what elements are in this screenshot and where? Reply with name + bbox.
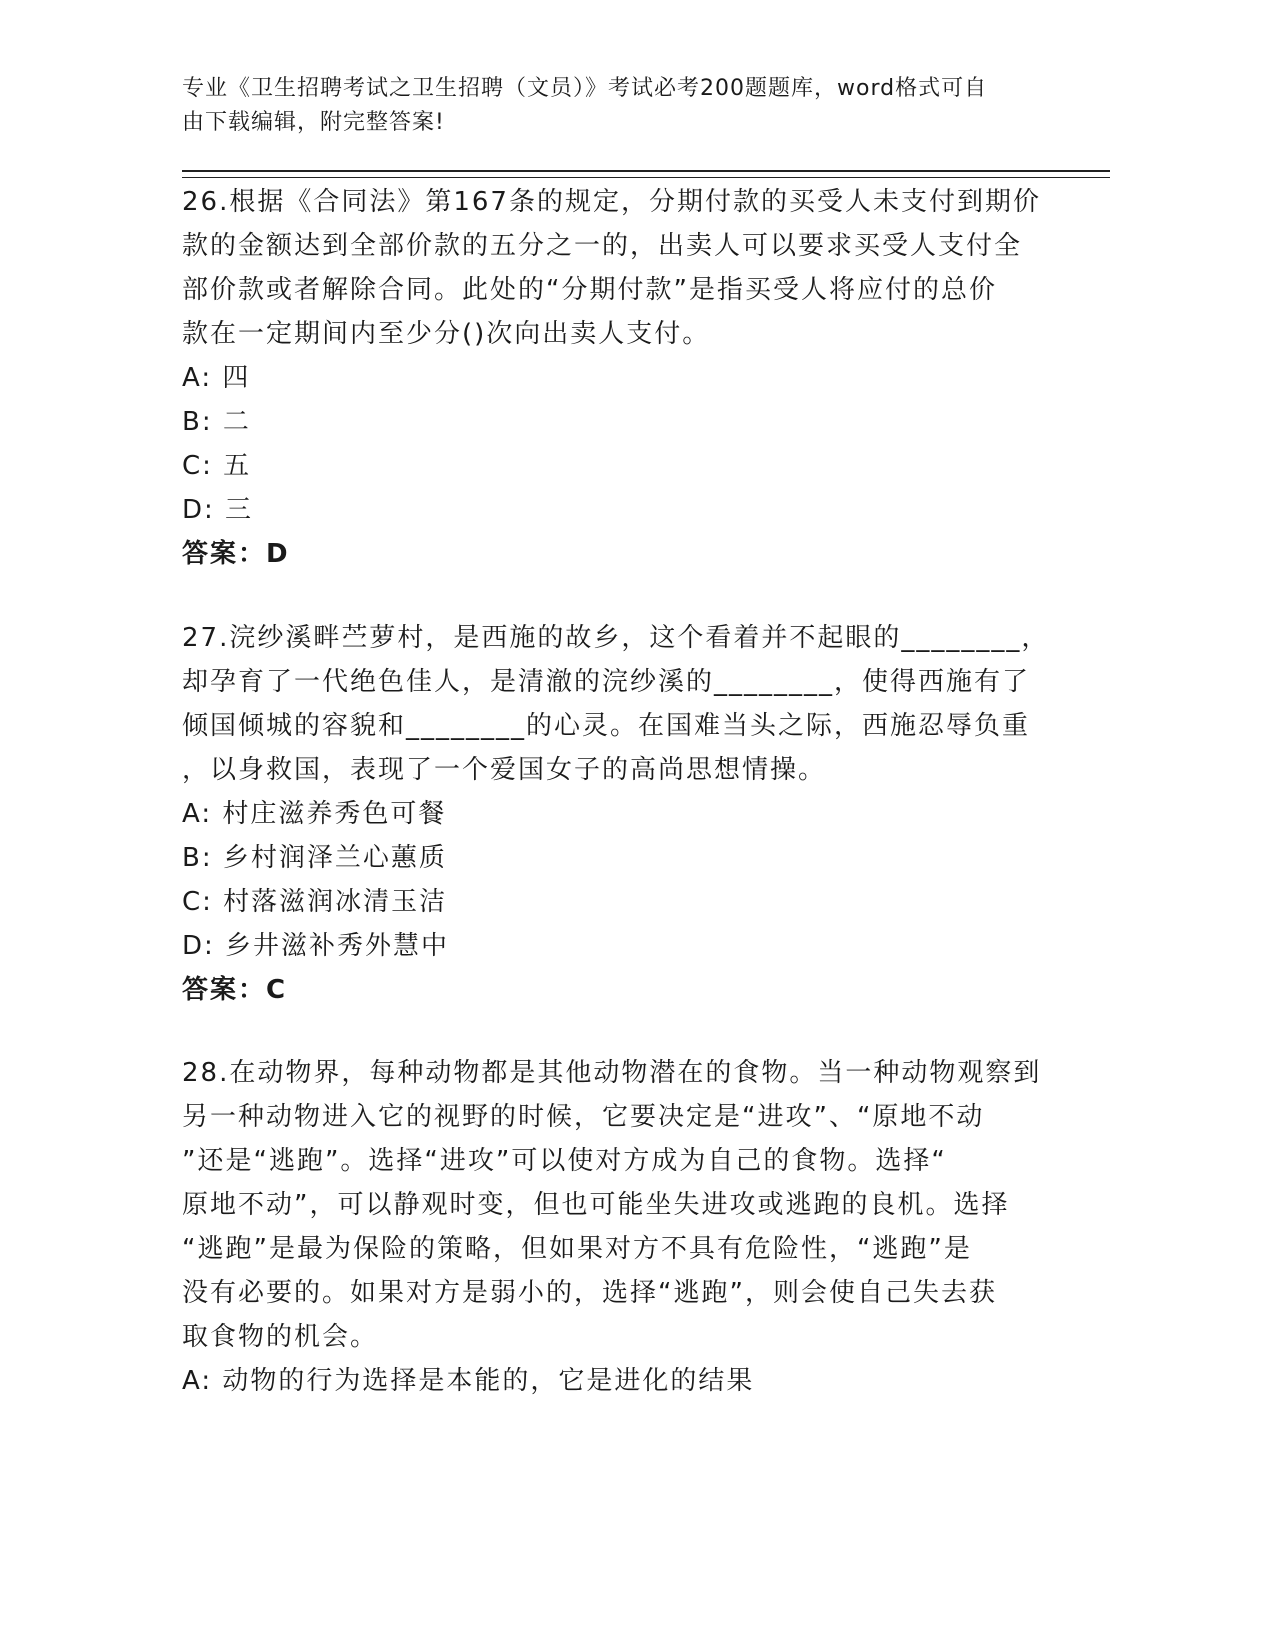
answer-label: 答案：C: [182, 975, 288, 1005]
option-a: A: 村庄滋养秀色可餐: [182, 799, 447, 829]
option-b: B: 乡村润泽兰心蕙质: [182, 843, 447, 873]
question-stem-line: 倾国倾城的容貌和________的心灵。在国难当头之际，西施忍辱负重: [182, 711, 1031, 741]
question-stem-line: 款的金额达到全部价款的五分之一的，出卖人可以要求买受人支付全: [182, 231, 1023, 261]
question-stem-line: 另一种动物进入它的视野的时候，它要决定是“进攻”、“原地不动: [182, 1102, 985, 1132]
question-stem-line: 28.在动物界，每种动物都是其他动物潜在的食物。当一种动物观察到: [182, 1058, 1042, 1088]
question-27: [182, 616, 1062, 1012]
question-26: [182, 180, 1062, 576]
option-d: D: 乡井滋补秀外慧中: [182, 931, 450, 961]
answer-label: 答案：D: [182, 539, 290, 569]
option-c: C: 五: [182, 451, 252, 481]
question-stem-line: 26.根据《合同法》第167条的规定，分期付款的买受人未支付到期价: [182, 187, 1041, 217]
document-header: [182, 72, 1062, 140]
question-stem-line: 部价款或者解除合同。此处的“分期付款”是指买受人将应付的总价: [182, 275, 997, 305]
question-stem-line: 取食物的机会。: [182, 1322, 379, 1352]
header-line-1: 专业《卫生招聘考试之卫生招聘（文员）》考试必考200题题库，word格式可自: [182, 76, 988, 101]
option-a: A: 四: [182, 363, 251, 393]
option-c: C: 村落滋润冰清玉洁: [182, 887, 448, 917]
header-line-2: 由下载编辑，附完整答案!: [182, 110, 445, 135]
question-stem-line: 原地不动”，可以静观时变，但也可能坐失进攻或逃跑的良机。选择: [182, 1190, 1010, 1220]
option-d: D: 三: [182, 495, 254, 525]
question-stem-line: 款在一定期间内至少分()次向出卖人支付。: [182, 319, 711, 349]
question-stem-line: 27.浣纱溪畔苎萝村，是西施的故乡，这个看着并不起眼的________，: [182, 623, 1050, 653]
question-stem-line: ”还是“逃跑”。选择“进攻”可以使对方成为自己的食物。选择“: [182, 1146, 947, 1176]
question-stem-line: 却孕育了一代绝色佳人，是清澈的浣纱溪的________，使得西施有了: [182, 667, 1031, 697]
option-b: B: 二: [182, 407, 251, 437]
question-stem-line: 没有必要的。如果对方是弱小的，选择“逃跑”，则会使自己失去获: [182, 1278, 997, 1308]
question-stem-line: “逃跑”是最为保险的策略，但如果对方不具有危险性，“逃跑”是: [182, 1234, 972, 1264]
option-a: A: 动物的行为选择是本能的，它是进化的结果: [182, 1366, 755, 1396]
question-28: [182, 1051, 1062, 1403]
question-stem-line: ，以身救国，表现了一个爱国女子的高尚思想情操。: [182, 755, 827, 785]
header-divider-thin: [182, 177, 1110, 178]
header-divider-thick: [182, 170, 1110, 172]
